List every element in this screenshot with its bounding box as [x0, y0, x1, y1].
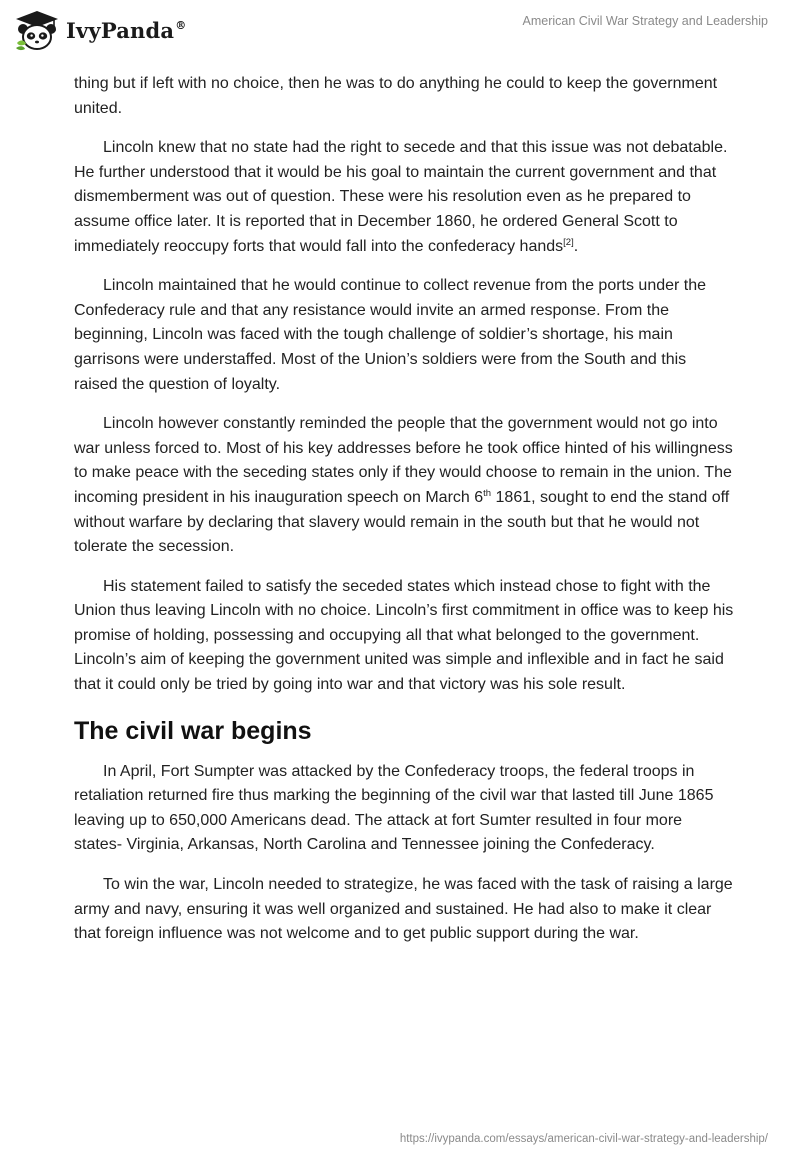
document-title: American Civil War Strategy and Leadership: [522, 14, 768, 28]
ivypanda-logo[interactable]: [14, 8, 186, 52]
paragraph: Lincoln knew that no state had the right to secede and that this issue was not debatable. He further understood that it would be his goal to maintain the current government and that dismemberment was out of question. These were his resolution even as he prepared to assume office later. It is reported that in December 1860, he ordered General Scott to immediately reoccupy forts that would fall into the confederacy hands[2].: [74, 139, 728, 255]
paragraph: In April, Fort Sumpter was attacked by the Confederacy troops, the federal troops in retaliation returned fire thus marking the beginning of the civil war that lasted till June 1865 leaving up to 650,000 Americans dead. The attack at fort Sumter resulted in four more states- Virginia, Arkansas, North Carolina and Tennessee joining the Confederacy.: [74, 762, 714, 854]
essay-body: [74, 72, 734, 962]
panda-graduate-icon: [14, 9, 60, 51]
paragraph: Lincoln maintained that he would continue to collect revenue from the ports under the Confederacy rule and that any resistance would invite an armed response. From the beginning, Lincoln was faced with the tough challenge of soldier’s shortage, his main garrisons were understaffed. Most of the Union’s soldiers were from the South and this raised the question of loyalty.: [74, 277, 707, 393]
paragraph: thing but if left with no choice, then he was to do anything he could to keep the government united.: [74, 75, 718, 117]
section-heading: The civil war begins: [74, 716, 312, 745]
paragraph: Lincoln however constantly reminded the people that the government would not go into war unless forced to. Most of his key addresses before he took office hinted of his willingness to make peace with the seceding states only if they would choose to remain in the union. The incoming president in his inauguration speech on March 6th 1861, sought to end the stand off without warfare by declaring that slavery would remain in the south but that he would not tolerate the secession.: [74, 415, 733, 556]
brand-name: IvyPanda®: [66, 17, 187, 43]
source-url[interactable]: https://ivypanda.com/essays/american-civil-war-strategy-and-leadership/: [399, 1133, 768, 1145]
paragraph: To win the war, Lincoln needed to strategize, he was faced with the task of raising a large army and navy, ensuring it was well organized and sustained. He had also to make it clear that foreign influence was not welcome and to get public support during the war.: [74, 876, 733, 943]
paragraph: His statement failed to satisfy the seceded states which instead chose to fight with the Union thus leaving Lincoln with no choice. Lincoln’s first commitment in office was to keep his promise of holding, possessing and occupying all that what belonged to the government. Lincoln’s aim of keeping the government united was simple and inflexible and in fact he said that it could only be tried by going into war and that victory was his sole result.: [74, 577, 734, 694]
page-header: [0, 0, 800, 60]
footnote-ref[interactable]: [2]: [563, 236, 574, 248]
